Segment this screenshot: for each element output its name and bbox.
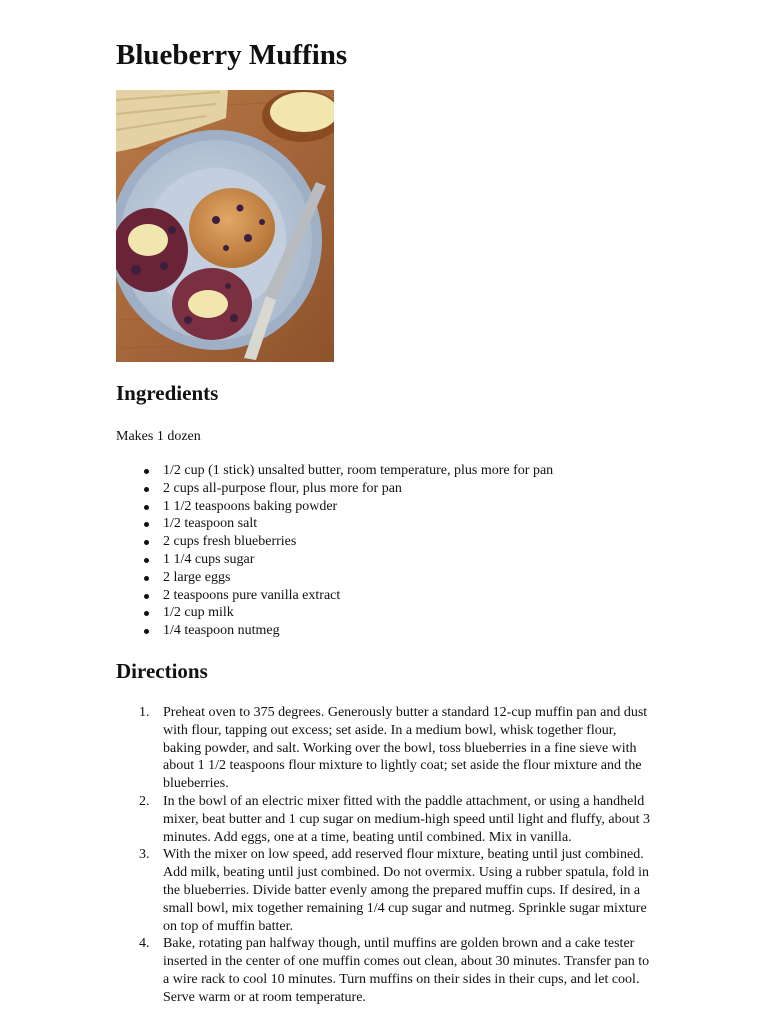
- ingredient-item: 1/2 cup milk: [163, 604, 768, 622]
- directions-list: [116, 704, 655, 1007]
- recipe-yield: Makes 1 dozen: [116, 429, 201, 444]
- ingredient-item: 1 1/4 cups sugar: [163, 551, 768, 569]
- direction-step: With the mixer on low speed, add reserved flour mixture, beating until just combined. Add milk, beating until just combined. Do not overmix. Using a rubber spatula, fold in the blueberries. Divide batter evenly among the prepared muffin cups. If desired, in a small bowl, mix together remaining 1/4 cup sugar and nutmeg. Sprinkle sugar mixture on top of muffin batter.: [163, 847, 650, 934]
- direction-step: Preheat oven to 375 degrees. Generously butter a standard 12-cup muffin pan and dust with flour, tapping out excess; set aside. In a medium bowl, whisk together flour, baking powder, and salt. Working over the bowl, toss blueberries in a fine sieve with about 1 1/2 teaspoons flour mixture to lightly coat; set aside the flour mixture and the blueberries.: [163, 704, 648, 792]
- ingredient-item: 2 cups fresh blueberries: [163, 533, 768, 551]
- directions-heading: Directions: [116, 658, 208, 683]
- ingredients-heading: Ingredients: [116, 381, 219, 405]
- ingredient-item: 2 cups all-purpose flour, plus more for pan: [163, 480, 768, 498]
- ingredient-item: 1 1/2 teaspoons baking powder: [163, 498, 768, 516]
- ingredients-list: [116, 462, 768, 640]
- ingredient-item: 2 large eggs: [163, 569, 768, 587]
- ingredient-item: 2 teaspoons pure vanilla extract: [163, 587, 768, 605]
- ingredient-item: 1/2 teaspoon salt: [163, 515, 768, 533]
- direction-step: In the bowl of an electric mixer fitted with the paddle attachment, or using a handheld mixer, beat butter and 1 cup sugar on medium-high speed until light and fluffy, about 3 minutes. Add eggs, one at a time, beating until combined. Mix in vanilla.: [163, 793, 650, 845]
- muffin-photo: [116, 90, 334, 362]
- ingredient-item: 1/2 cup (1 stick) unsalted butter, room temperature, plus more for pan: [163, 462, 768, 480]
- recipe-title: Blueberry Muffins: [116, 39, 348, 71]
- ingredient-item: 1/4 teaspoon nutmeg: [163, 622, 768, 640]
- direction-step: Bake, rotating pan halfway though, until muffins are golden brown and a cake tester inserted in the center of one muffin comes out clean, about 30 minutes. Transfer pan to a wire rack to cool 10 minutes. Turn muffins on their sides in their cups, and let cool. Serve warm or at room temperature.: [163, 936, 650, 1005]
